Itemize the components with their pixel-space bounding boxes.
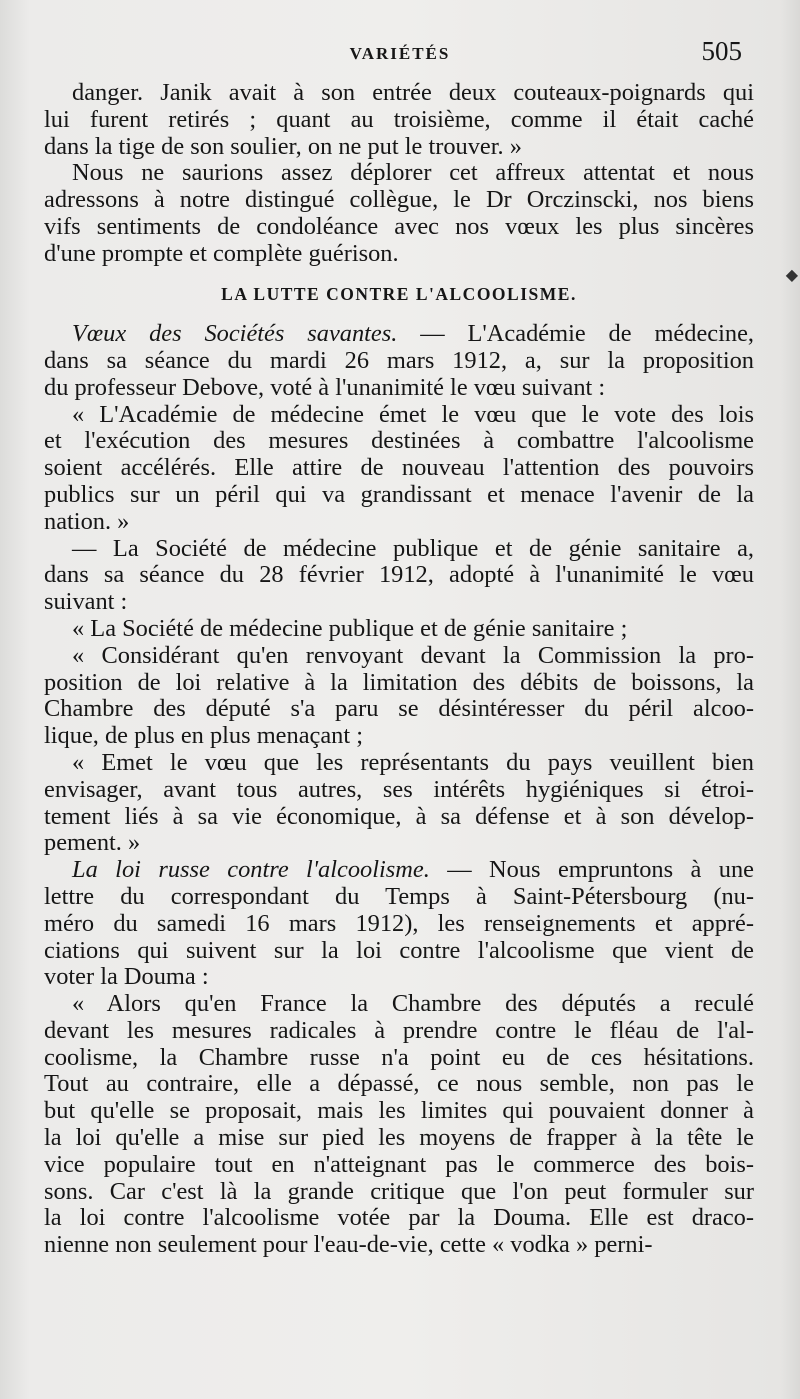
- section-heading: LA LUTTE CONTRE L'ALCOOLISME.: [221, 283, 577, 304]
- text-line: nation. »: [44, 507, 130, 535]
- text-line: pement. »: [44, 829, 141, 857]
- text-line: publics sur un péril qui va grandissant et menace l'avenir de la: [44, 480, 754, 508]
- text-line: [44, 321, 754, 348]
- subsection-lead-text: — Nous empruntons à une: [429, 856, 754, 884]
- text-line: soient accélérés. Elle attire de nouveau l'attention des pouvoirs: [44, 454, 754, 482]
- text-line: Tout au contraire, elle a dépassé, ce nous semble, non pas le: [44, 1070, 754, 1098]
- subsection-title: Vœux des Sociétés savantes.: [72, 320, 398, 348]
- text-line: — La Société de médecine publique et de génie sanitaire a,: [72, 534, 754, 562]
- text-line: « Considérant qu'en renvoyant devant la Commission la pro-: [72, 641, 754, 669]
- text-line: ciations qui suivent sur la loi contre l'alcoolisme que vient de: [44, 936, 754, 964]
- page-header: [0, 36, 800, 70]
- subsection-title: La loi russe contre l'alcoolisme.: [72, 856, 430, 884]
- text-line: tement liés à sa vie économique, à sa défense et à son dévelop-: [44, 802, 754, 830]
- text-line: coolisme, la Chambre russe n'a point eu de ces hésitations.: [44, 1043, 754, 1071]
- text-line: « Alors qu'en France la Chambre des députés a reculé: [72, 990, 754, 1018]
- text-line: suivant :: [44, 588, 128, 616]
- text-line: « L'Académie de médecine émet le vœu que le vote des lois: [72, 400, 754, 428]
- text-line: du professeur Debove, voté à l'unanimité le vœu suivant :: [44, 373, 606, 401]
- text-line: [44, 857, 754, 884]
- text-line: sons. Car c'est là la grande critique que l'on peut formuler sur: [44, 1177, 754, 1205]
- text-line: « Emet le vœu que les représentants du pays veuillent bien: [72, 748, 754, 776]
- text-line: méro du samedi 16 mars 1912), les renseignements et appré-: [44, 909, 754, 937]
- text-line: « La Société de médecine publique et de génie sanitaire ;: [72, 614, 628, 642]
- text-line: et l'exécution des mesures destinées à combattre l'alcoolisme: [44, 427, 754, 455]
- text-line: d'une prompte et complète guérison.: [44, 239, 399, 267]
- text-line: dans sa séance du 28 février 1912, adopté à l'unanimité le vœu: [44, 561, 754, 589]
- text-line: but qu'elle se proposait, mais les limites qui pouvaient donner à: [44, 1097, 754, 1125]
- text-line: dans sa séance du mardi 26 mars 1912, a, sur la proposition: [44, 346, 754, 374]
- text-line: position de loi relative à la limitation des débits de boissons, la: [44, 668, 754, 696]
- text-line: danger. Janik avait à son entrée deux couteaux-poignards qui: [72, 79, 754, 106]
- text-line: envisager, avant tous autres, ses intérêts hygiéniques si étroi-: [44, 775, 754, 803]
- running-head: VARIÉTÉS: [349, 44, 451, 63]
- text-line: adressons à notre distingué collègue, le Dr Orczinscki, nos biens: [44, 186, 754, 214]
- text-line: dans la tige de son soulier, on ne put le trouver. »: [44, 132, 522, 160]
- text-line: lui furent retirés ; quant au troisième, comme il était caché: [44, 105, 754, 133]
- text-line: vifs sentiments de condoléance avec nos vœux les plus sincères: [44, 212, 754, 240]
- text-line: la loi contre l'alcoolisme votée par la Douma. Elle est draco-: [44, 1204, 754, 1232]
- subsection-lead-text: — L'Académie de médecine,: [397, 320, 754, 348]
- text-line: nienne non seulement pour l'eau-de-vie, cette « vodka » perni-: [44, 1231, 653, 1259]
- text-line: Nous ne saurions assez déplorer cet affreux attentat et nous: [72, 159, 754, 187]
- text-line: vice populaire tout en n'atteignant pas le commerce des bois-: [44, 1150, 754, 1178]
- page-number: 505: [701, 36, 742, 66]
- text-line: devant les mesures radicales à prendre contre le fléau de l'al-: [44, 1016, 754, 1044]
- text-line: voter la Douma :: [44, 963, 209, 991]
- margin-mark: ◆: [785, 265, 798, 284]
- text-line: la loi qu'elle a mise sur pied les moyens de frapper à la tête le: [44, 1124, 754, 1152]
- body-text: [44, 80, 754, 1259]
- text-line: lettre du correspondant du Temps à Saint-Pétersbourg (nu-: [44, 882, 754, 910]
- text-line: lique, de plus en plus menaçant ;: [44, 722, 364, 750]
- text-line: Chambre des député s'a paru se désintéresser du péril alcoo-: [44, 695, 754, 723]
